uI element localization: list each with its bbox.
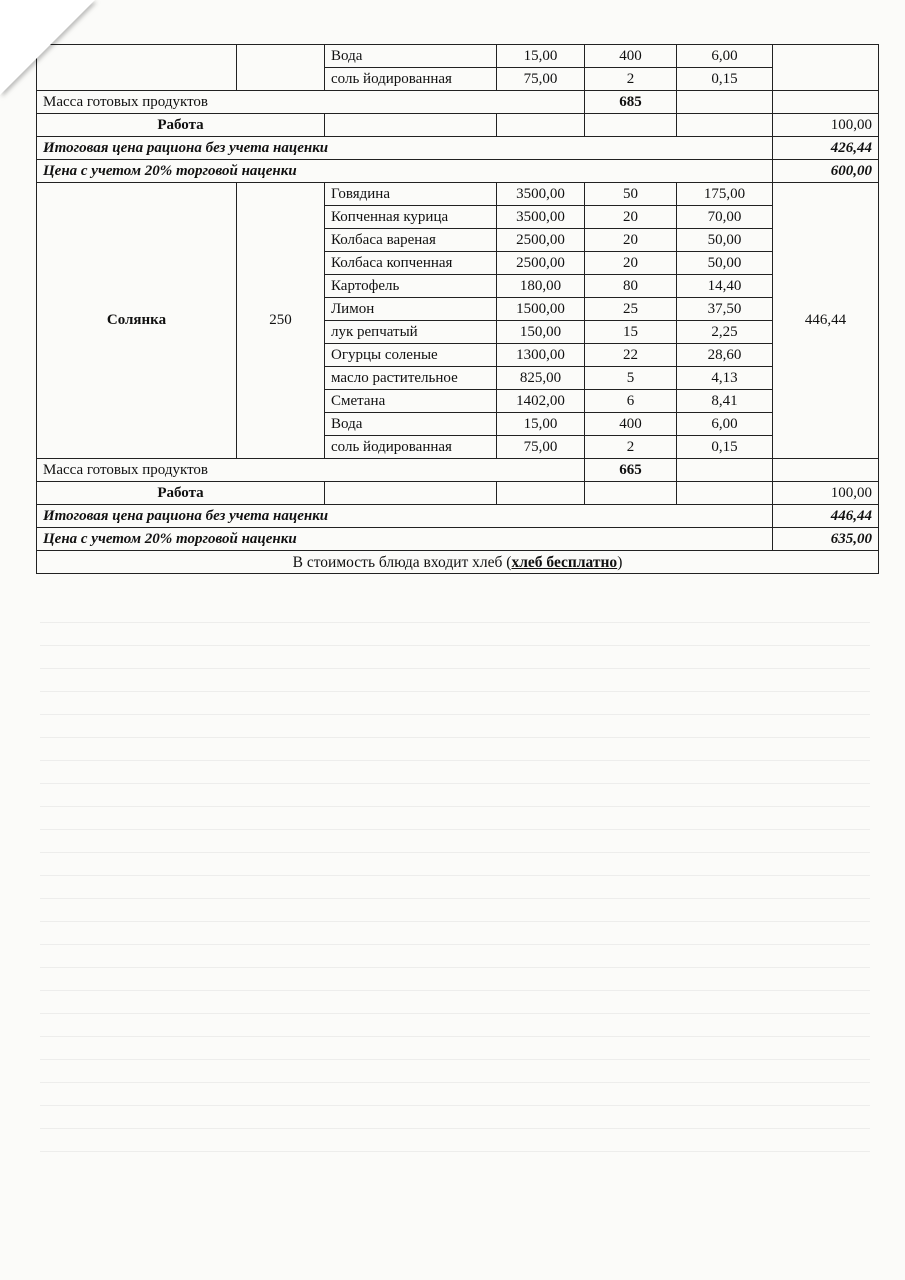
ingredient-cost: 0,15 bbox=[677, 436, 773, 459]
total-value: 446,44 bbox=[773, 505, 879, 528]
ingredient-name: соль йодированная bbox=[325, 436, 497, 459]
ingredient-cost: 0,15 bbox=[677, 68, 773, 91]
ingredient-name: Копченная курица bbox=[325, 206, 497, 229]
ingredient-price: 150,00 bbox=[497, 321, 585, 344]
dish-name: Солянка bbox=[37, 183, 237, 459]
ingredient-price: 825,00 bbox=[497, 367, 585, 390]
markup-label: Цена с учетом 20% торговой наценки bbox=[37, 528, 773, 551]
bread-note bbox=[37, 551, 879, 574]
markup-label: Цена с учетом 20% торговой наценки bbox=[37, 160, 773, 183]
ingredient-qty: 80 bbox=[585, 275, 677, 298]
ingredient-cost: 28,60 bbox=[677, 344, 773, 367]
markup-row bbox=[37, 160, 879, 183]
ingredient-name: Колбаса вареная bbox=[325, 229, 497, 252]
bread-free-underlined: хлеб бесплатно bbox=[511, 553, 618, 571]
mass-value: 685 bbox=[585, 91, 677, 114]
ingredient-name: масло растительное bbox=[325, 367, 497, 390]
ingredient-qty: 50 bbox=[585, 183, 677, 206]
portion: 250 bbox=[237, 183, 325, 459]
ingredient-name: Картофель bbox=[325, 275, 497, 298]
work-value: 100,00 bbox=[773, 114, 879, 137]
ingredient-cost: 175,00 bbox=[677, 183, 773, 206]
markup-value: 635,00 bbox=[773, 528, 879, 551]
ingredient-name: лук репчатый bbox=[325, 321, 497, 344]
dish-cost-cell bbox=[773, 45, 879, 91]
ingredient-price: 15,00 bbox=[497, 45, 585, 68]
ingredient-name: Колбаса копченная bbox=[325, 252, 497, 275]
ingredient-name: соль йодированная bbox=[325, 68, 497, 91]
ingredient-cost: 6,00 bbox=[677, 45, 773, 68]
ingredient-price: 3500,00 bbox=[497, 206, 585, 229]
ingredient-qty: 22 bbox=[585, 344, 677, 367]
mass-value: 665 bbox=[585, 459, 677, 482]
mass-row bbox=[37, 91, 879, 114]
ingredient-qty: 15 bbox=[585, 321, 677, 344]
mass-row bbox=[37, 459, 879, 482]
ingredient-price: 2500,00 bbox=[497, 229, 585, 252]
footer-row bbox=[37, 551, 879, 574]
ingredient-name: Лимон bbox=[325, 298, 497, 321]
markup-row bbox=[37, 528, 879, 551]
bread-note-text: В стоимость блюда входит хлеб ( bbox=[292, 553, 512, 571]
bread-note-close: ) bbox=[617, 553, 623, 571]
ingredient-qty: 2 bbox=[585, 68, 677, 91]
ingredient-cost: 8,41 bbox=[677, 390, 773, 413]
ingredient-qty: 400 bbox=[585, 413, 677, 436]
total-row bbox=[37, 137, 879, 160]
ingredient-name: Сметана bbox=[325, 390, 497, 413]
ingredient-cost: 37,50 bbox=[677, 298, 773, 321]
mass-label: Масса готовых продуктов bbox=[37, 91, 585, 114]
ingredient-cost: 70,00 bbox=[677, 206, 773, 229]
ingredient-name: Вода bbox=[325, 45, 497, 68]
ingredient-qty: 20 bbox=[585, 252, 677, 275]
ingredient-name: Вода bbox=[325, 413, 497, 436]
ingredient-price: 15,00 bbox=[497, 413, 585, 436]
ingredient-price: 3500,00 bbox=[497, 183, 585, 206]
ingredient-cost: 4,13 bbox=[677, 367, 773, 390]
costing-table bbox=[36, 44, 879, 574]
ingredient-price: 1402,00 bbox=[497, 390, 585, 413]
portion-cell bbox=[237, 45, 325, 91]
ingredient-price: 180,00 bbox=[497, 275, 585, 298]
total-value: 426,44 bbox=[773, 137, 879, 160]
work-value: 100,00 bbox=[773, 482, 879, 505]
ingredient-cost: 2,25 bbox=[677, 321, 773, 344]
ingredient-qty: 20 bbox=[585, 229, 677, 252]
ingredient-price: 1500,00 bbox=[497, 298, 585, 321]
ingredient-price: 1300,00 bbox=[497, 344, 585, 367]
ingredient-price: 2500,00 bbox=[497, 252, 585, 275]
mass-label: Масса готовых продуктов bbox=[37, 459, 585, 482]
ingredient-qty: 2 bbox=[585, 436, 677, 459]
ingredient-cost: 6,00 bbox=[677, 413, 773, 436]
work-row bbox=[37, 114, 879, 137]
table-row bbox=[37, 45, 879, 68]
ingredient-qty: 5 bbox=[585, 367, 677, 390]
ingredient-qty: 400 bbox=[585, 45, 677, 68]
ingredient-qty: 25 bbox=[585, 298, 677, 321]
ingredient-name: Говядина bbox=[325, 183, 497, 206]
total-label: Итоговая цена рациона без учета наценки bbox=[37, 137, 773, 160]
dish-cost: 446,44 bbox=[773, 183, 879, 459]
ingredient-price: 75,00 bbox=[497, 436, 585, 459]
work-row bbox=[37, 482, 879, 505]
folded-corner bbox=[0, 0, 95, 95]
bleed-through-background bbox=[40, 600, 870, 1160]
total-row bbox=[37, 505, 879, 528]
table-row bbox=[37, 183, 879, 206]
work-label: Работа bbox=[37, 114, 325, 137]
ingredient-price: 75,00 bbox=[497, 68, 585, 91]
ingredient-cost: 14,40 bbox=[677, 275, 773, 298]
ingredient-qty: 20 bbox=[585, 206, 677, 229]
markup-value: 600,00 bbox=[773, 160, 879, 183]
work-label: Работа bbox=[37, 482, 325, 505]
total-label: Итоговая цена рациона без учета наценки bbox=[37, 505, 773, 528]
ingredient-name: Огурцы соленые bbox=[325, 344, 497, 367]
ingredient-qty: 6 bbox=[585, 390, 677, 413]
ingredient-cost: 50,00 bbox=[677, 252, 773, 275]
ingredient-cost: 50,00 bbox=[677, 229, 773, 252]
